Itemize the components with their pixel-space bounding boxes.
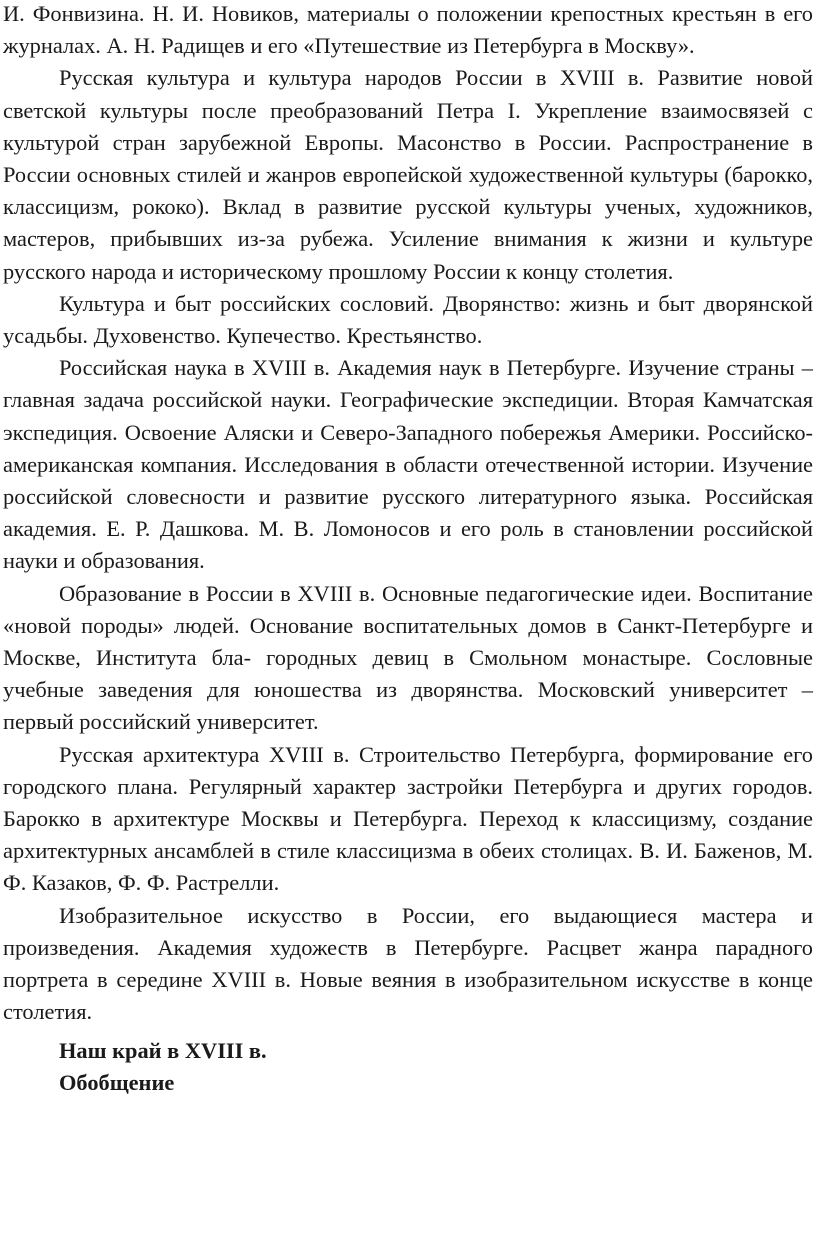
paragraph-education: Образование в России в XVIII в. Основные педагогические идеи. Воспитание «новой породы» людей. Основание воспитательных домов в Санкт-Петербурге и Москве, Института бла- городных девиц в Смольном монастыре. Сословные учебные заведения для юношества из дворянства. Московский университет – первый российский университет. xyxy=(3,580,813,735)
paragraph-fonvizin-novikov-radishchev: И. Фонвизина. Н. И. Новиков, материалы о положении крепостных крестьян в его журналах. А. Н. Радищев и его «Путешествие из Петербурга в Москву». xyxy=(3,1,813,59)
paragraph-russian-science: Российская наука в XVIII в. Академия наук в Петербурге. Изучение страны – главная задача российской науки. Географические экспедиции. Вторая Камчатская экспедиция. Освоение Аляски и Северо-Западного побережья Америки. Российско-американская компания. Исследования в области отечественной истории. Изучение российской словесности и развитие русского литературного языка. Российская академия. Е. Р. Дашкова. М. В. Ломоносов и его роль в становлении российской науки и образования. xyxy=(3,355,813,574)
paragraph-russian-culture: Русская культура и культура народов России в XVIII в. Развитие новой светской культуры после преобразований Петра I. Укрепление взаимосвязей с культурой стран зарубежной Европы. Масонство в России. Распространение в России основных стилей и жанров европейской художественной культуры (барокко, классицизм, рококо). Вклад в развитие русской культуры ученых, художников, мастеров, прибывших из-за рубежа. Усиление внимания к жизни и культуре русского народа и историческому прошлому России к концу столетия. xyxy=(3,65,813,284)
paragraph-estates-life: Культура и быт российских сословий. Дворянство: жизнь и быт дворянской усадьбы. Духовенство. Купечество. Крестьянство. xyxy=(3,290,813,349)
paragraph-architecture: Русская архитектура XVIII в. Строительство Петербурга, формирование его городского плана. Регулярный характер застройки Петербурга и других городов. Барокко в архитектуре Москвы и Петербурга. Переход к классицизму, создание архитектурных ансамблей в стиле классицизма в обеих столицах. В. И. Баженов, М. Ф. Казаков, Ф. Ф. Растрелли. xyxy=(3,741,813,896)
paragraph-fine-arts: Изобразительное искусство в России, его выдающиеся мастера и произведения. Академия художеств в Петербурге. Расцвет жанра парадного портрета в середине XVIII в. Новые веяния в изобразительном искусстве в конце столетия. xyxy=(3,902,813,1025)
section-heading-our-region: Наш край в XVIII в. xyxy=(59,1037,267,1063)
section-heading-summary: Обобщение xyxy=(59,1069,175,1095)
